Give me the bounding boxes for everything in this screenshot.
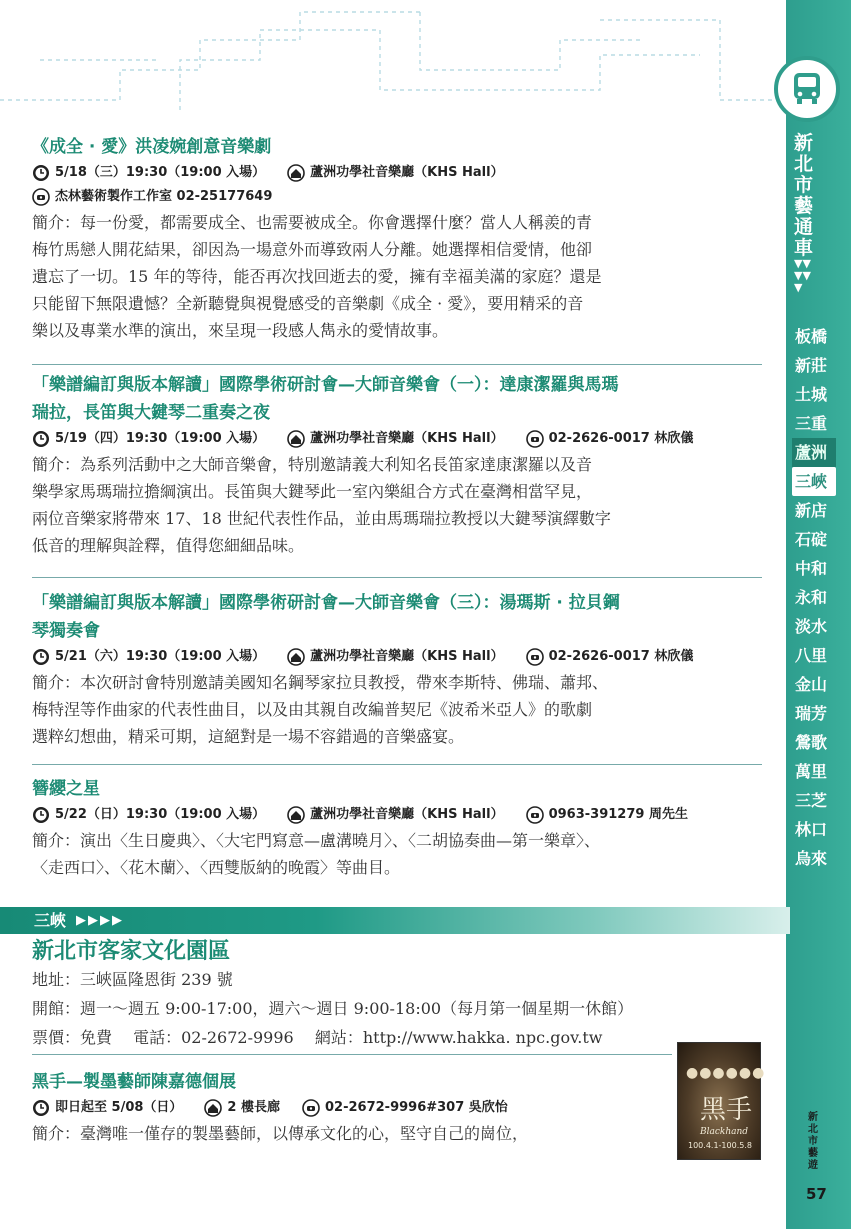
page-number: 57 [806,1185,827,1203]
event-contact: 0963-391279 周先生 [548,807,688,822]
district-item[interactable]: 淡水 [795,617,828,636]
district-item[interactable]: 萬里 [795,762,828,781]
district-item[interactable]: 新莊 [795,356,828,375]
event-title-line: 瑞拉，長笛與大鍵琴二重奏之夜 [32,403,270,423]
exhibit-title: 黑手—製墨藝師陳嘉德個展 [32,1072,236,1092]
event-block [32,589,762,750]
venue-icon [287,430,305,448]
event-date: 5/18（三）19:30（19:00 入場） [55,165,266,180]
venue-hours: 開館：週一～週五 9:00-17:00，週六～週日 9:00-18:00（每月第一個星期一休館） [32,999,634,1018]
sidebar-footer: 新北市藝遊 [808,1112,818,1171]
event-venue: 蘆洲功學社音樂廳（KHS Hall） [310,165,504,180]
venue-phone: 電話：02-2672-9996 [133,1028,294,1047]
event-block [32,133,762,344]
event-meta [32,803,762,827]
district-item[interactable]: 林口 [795,820,828,839]
exhibit-contact: 02-2672-9996#307 吳欣怡 [325,1100,508,1115]
district-item[interactable]: 永和 [795,588,828,607]
event-meta [32,161,762,185]
district-item[interactable]: 瑞芳 [795,704,828,723]
sidebar-title: 新北市藝通車 [794,132,814,259]
poster-subtitle: Blackhand [700,1127,749,1137]
exhibit-meta [32,1096,672,1120]
intro-line: 只能留下無限遺憾？全新聽覺與視覺感受的音樂劇《成全 · 愛》，要用精采的音 [32,294,584,313]
event-venue: 蘆洲功學社音樂廳（KHS Hall） [310,807,504,822]
district-item[interactable]: 金山 [795,675,828,694]
clock-icon [32,806,50,824]
intro-line: 樂學家馬瑪瑞拉擔綱演出。長笛與大鍵琴此一室內樂組合方式在臺灣相當罕見， [32,482,593,501]
phone-icon [32,188,50,206]
district-list [792,322,842,873]
intro-line: 低音的理解與詮釋，值得您細細品味。 [32,536,305,555]
intro-line: 梅特涅等作曲家的代表性曲目，以及由其親自改編普契尼《波希米亞人》的歌劇 [32,700,593,719]
decorative-grid [0,0,790,110]
clock-icon [32,430,50,448]
district-item[interactable]: 鶯歌 [795,733,828,752]
event-title: 《成全 · 愛》洪凌婉創意音樂劇 [32,137,272,157]
bus-icon [774,56,840,122]
venue-icon [287,648,305,666]
event-intro [32,827,762,881]
section-label: 三峽 [34,911,67,930]
district-item[interactable]: 八里 [795,646,828,665]
sidebar [786,0,851,1229]
divider [32,364,762,365]
venue-address: 地址：三峽區隆恩街 239 號 [32,970,233,989]
event-intro [32,669,762,750]
venue-contact-line [32,1023,752,1052]
exhibit-venue: 2 樓長廊 [227,1100,280,1115]
exhibit-poster [677,1042,766,1160]
exhibit-block [32,1068,672,1147]
district-item[interactable]: 三芝 [795,791,828,810]
clock-icon [32,1099,50,1117]
divider [32,577,762,578]
district-item[interactable]: 板橋 [795,327,828,346]
phone-icon [526,430,544,448]
poster-dates: 100.4.1-100.5.8 [688,1141,752,1150]
event-date: 5/19（四）19:30（19:00 入場） [55,431,266,446]
venue-icon [204,1099,222,1117]
intro-line: 簡介：為系列活動中之大師音樂會，特別邀請義大利知名長笛家達康潔羅以及音 [32,455,593,474]
venue-icon [287,164,305,182]
poster-title: 黑手 [700,1095,753,1125]
clock-icon [32,164,50,182]
event-date: 5/21（六）19:30（19:00 入場） [55,649,266,664]
venue-info [32,965,752,1052]
venue-icon [287,806,305,824]
district-item[interactable]: 石碇 [795,530,828,549]
event-intro [32,209,762,344]
intro-line: 遺忘了一切。15 年的等待，能否再次找回逝去的愛，擁有幸福美滿的家庭？還是 [32,267,602,286]
event-venue: 蘆洲功學社音樂廳（KHS Hall） [310,649,504,664]
event-title-line: 「樂譜編訂與版本解讀」國際學術研討會—大師音樂會（三）：湯瑪斯 · 拉貝鋼 [32,593,620,613]
event-meta [32,645,762,669]
poster-pattern: ●●●●●● [686,1065,766,1081]
section-arrows: ▶▶▶▶ [76,913,124,928]
exhibit-date: 即日起至 5/08（日） [55,1100,183,1115]
phone-icon [526,806,544,824]
event-title-line: 琴獨奏會 [32,621,100,641]
intro-line: 樂以及專業水準的演出，來呈現一段感人雋永的愛情故事。 [32,321,449,340]
venue-ticket: 票價：免費 [32,1028,113,1047]
district-item[interactable]: 新店 [795,501,828,520]
phone-icon [302,1099,320,1117]
divider [32,764,762,765]
venue-website[interactable]: 網站：http://www.hakka. npc.gov.tw [314,1028,603,1047]
event-venue: 蘆洲功學社音樂廳（KHS Hall） [310,431,504,446]
event-title [32,589,762,645]
event-intro [32,451,762,559]
event-block [32,371,762,559]
intro-line: 兩位音樂家將帶來 17、18 世紀代表性作品，並由馬瑪瑞拉教授以大鍵琴演繹數字 [32,509,611,528]
clock-icon [32,648,50,666]
event-title: 簪纓之星 [32,779,100,799]
event-date: 5/22（日）19:30（19:00 入場） [55,807,266,822]
section-band [0,907,790,934]
venue-name: 新北市客家文化園區 [32,939,231,964]
event-contact: 杰林藝術製作工作室 02-25177649 [55,189,273,204]
event-title [32,371,762,427]
intro-line: 簡介：本次研討會特別邀請美國知名鋼琴家拉貝教授，帶來李斯特、佛瑞、蕭邦、 [32,673,609,692]
district-item-selected[interactable]: 三峽 [792,467,836,496]
district-item[interactable]: 中和 [795,559,828,578]
intro-line: 簡介：演出〈生日慶典〉、〈大宅門寫意—盧溝曉月〉、〈二胡協奏曲—第一樂章〉、 [32,831,601,850]
event-block [32,775,762,881]
intro-line: 選粹幻想曲，精采可期，這絕對是一場不容錯過的音樂盛宴。 [32,727,465,746]
intro-line: 梅竹馬戀人開花結果，卻因為一場意外而導致兩人分離。她選擇相信愛情，他卻 [32,240,593,259]
event-meta [32,427,762,451]
phone-icon [526,648,544,666]
intro-line: 簡介：每一份愛，都需要成全、也需要被成全。你會選擇什麼？當人人稱羨的青 [32,213,593,232]
exhibit-intro: 簡介：臺灣唯一僅存的製墨藝師，以傳承文化的心，堅守自己的崗位， [32,1124,529,1143]
district-item[interactable]: 烏來 [795,849,828,868]
event-contact: 02-2626-0017 林欣儀 [548,649,694,664]
sidebar-arrows: ▼▼ ▼▼ ▼ [794,257,811,294]
district-item[interactable]: 三重 [795,414,828,433]
event-contact-row [32,185,762,209]
divider [32,1054,672,1055]
event-title-line: 「樂譜編訂與版本解讀」國際學術研討會—大師音樂會（一）：達康潔羅與馬瑪 [32,375,619,395]
event-contact: 02-2626-0017 林欣儀 [548,431,694,446]
intro-line: 〈走西口〉、〈花木蘭〉、〈西雙版納的晚霞〉等曲目。 [32,858,401,877]
district-item[interactable]: 土城 [795,385,828,404]
district-item-active[interactable]: 蘆洲 [792,438,836,467]
